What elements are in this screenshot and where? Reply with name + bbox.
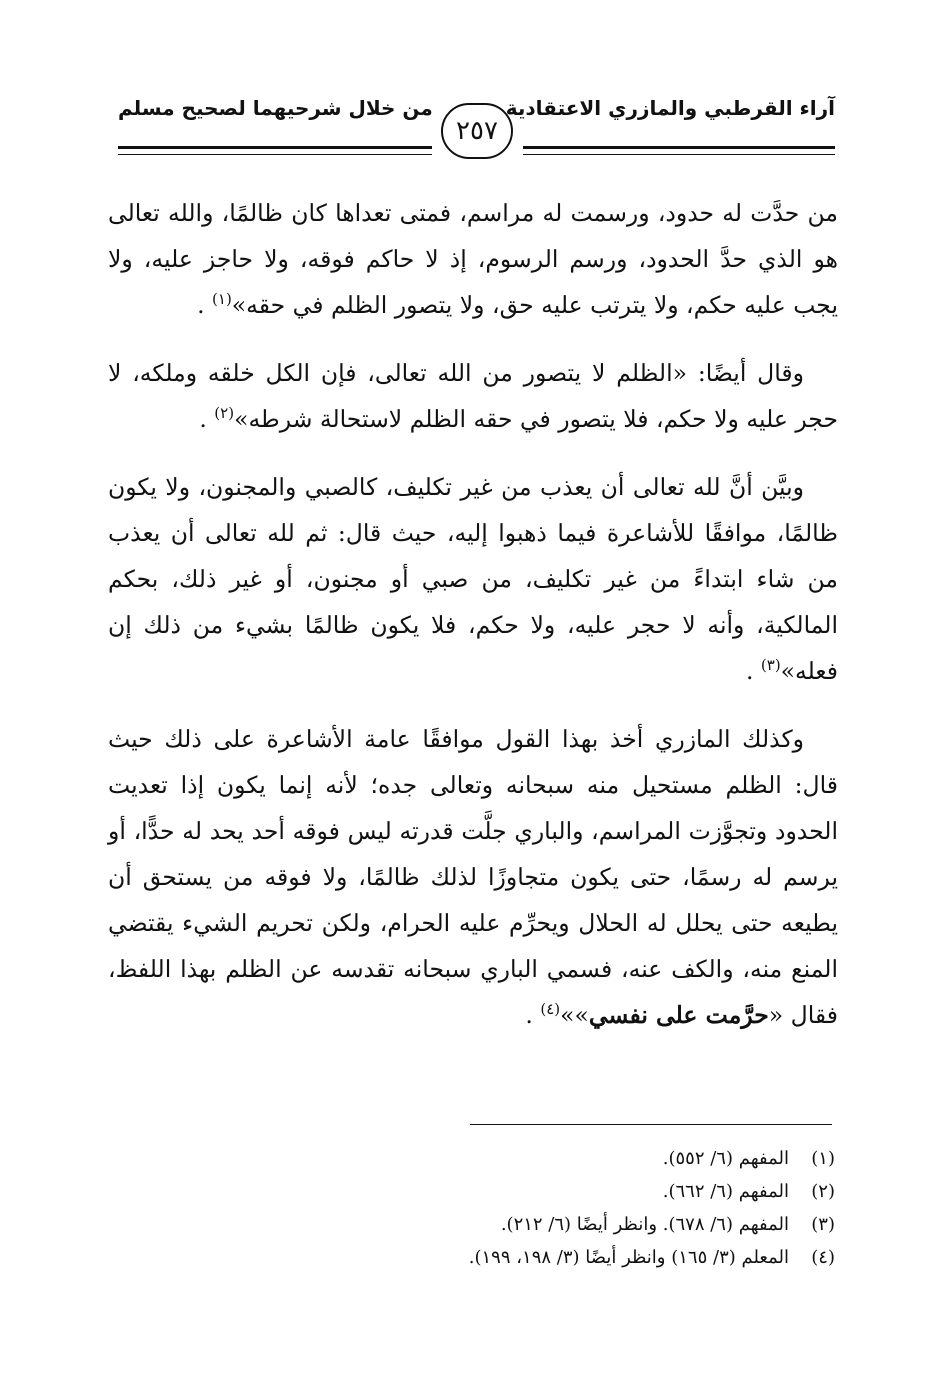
paragraph xyxy=(108,190,838,328)
paragraph-text: وبيَّن أنَّ لله تعالى أن يعذب من غير تكليف، كالصبي والمجنون، ولا يكون ظالمًا، موافقًا للأشاعرة فيما ذهبوا إليه، حيث قال: ثم لله تعالى أن يعذب من شاء ابتداءً من غير تكليف، من صبي أو مجنون، أو غير ذلك، بحكم المالكية، وأنه لا حجر عليه، ولا حكم، فلا يكون ظالمًا بشيء من ذلك إن فعله» xyxy=(108,473,838,685)
running-header-right: آراء القرطبي والمازري الاعتقادية xyxy=(505,96,835,120)
paragraph-text: وكذلك المازري أخذ بهذا القول موافقًا عامة الأشاعرة على ذلك حيث قال: الظلم مستحيل منه سبحانه وتعالى جده؛ لأنه إنما يكون إذا تعديت الحدود وتجوَّزت المراسم، والباري جلَّت قدرته ليس فوقه أحد يحد له حدًّا، أو يرسم له رسمًا، حتى يكون متجاوزًا لذلك ظالمًا، ولا فوقه من يستحق أن يطيعه حتى يحلل له الحلال ويحرِّم عليه الحرام، ولكن تحريم الشيء يقتضي المنع منه، والكف عنه، فسمي الباري سبحانه تقدسه عن الظلم بهذا اللفظ، فقال « xyxy=(108,725,838,1029)
header-rule-right-thin xyxy=(523,154,835,155)
page-number-badge xyxy=(441,103,513,159)
header-rule-left-thin xyxy=(118,154,432,155)
footnote-item xyxy=(469,1142,835,1175)
footnote-item xyxy=(469,1175,835,1208)
paragraph xyxy=(108,464,838,694)
bold-quote: حرَّمت على نفسي xyxy=(588,1001,769,1029)
paragraph-text: من حدَّت له حدود، ورسمت له مراسم، فمتى تعداها كان ظالمًا، والله تعالى هو الذي حدَّ الحدود، ورسم الرسوم، إذ لا حاكم فوقه، ولا حاجز عليه، ولا يجب عليه حكم، ولا يترتب عليه حق، ولا يتصور الظلم في حقه» xyxy=(108,199,838,319)
footnote-number: (٣) xyxy=(811,1214,835,1235)
footnote-text: المفهم (٦/ ٥٥٢). xyxy=(662,1148,789,1169)
header-rule-left-thick xyxy=(118,146,432,149)
page-number: ٢٥٧ xyxy=(456,116,498,146)
footnote-separator xyxy=(470,1124,832,1125)
paragraph xyxy=(108,716,838,1038)
footnote-item xyxy=(469,1241,835,1274)
footnotes xyxy=(469,1142,835,1274)
paragraph-tail: . xyxy=(525,1001,541,1029)
footnote-ref: (٤) xyxy=(540,1000,561,1019)
paragraph-tail: . xyxy=(745,657,761,685)
running-header-left: من خلال شرحيهما لصحيح مسلم xyxy=(118,96,433,120)
footnote-ref: (٢) xyxy=(214,404,235,423)
footnote-number: (٤) xyxy=(811,1247,835,1268)
main-text xyxy=(108,190,838,1060)
footnote-ref: (١) xyxy=(212,290,232,309)
quote-close: »» xyxy=(560,1001,589,1029)
footnote-text: المعلم (٣/ ١٦٥) وانظر أيضًا (٣/ ١٩٨، ١٩٩). xyxy=(468,1247,789,1268)
footnote-number: (٢) xyxy=(811,1181,835,1202)
paragraph-tail: . xyxy=(197,291,213,319)
footnote-number: (١) xyxy=(811,1148,835,1169)
paragraph xyxy=(108,350,838,442)
header-rule-right-thick xyxy=(523,146,835,149)
footnote-item xyxy=(469,1208,835,1241)
paragraph-tail: . xyxy=(199,405,215,433)
footnote-text: المفهم (٦/ ٦٧٨). وانظر أيضًا (٦/ ٢١٢). xyxy=(500,1214,789,1235)
footnote-text: المفهم (٦/ ٦٦٢). xyxy=(662,1181,789,1202)
paragraph-text: وقال أيضًا: «الظلم لا يتصور من الله تعالى، فإن الكل خلقه وملكه، لا حجر عليه ولا حكم، فلا يتصور في حقه الظلم لاستحالة شرطه» xyxy=(108,359,838,433)
footnote-ref: (٣) xyxy=(760,656,781,675)
